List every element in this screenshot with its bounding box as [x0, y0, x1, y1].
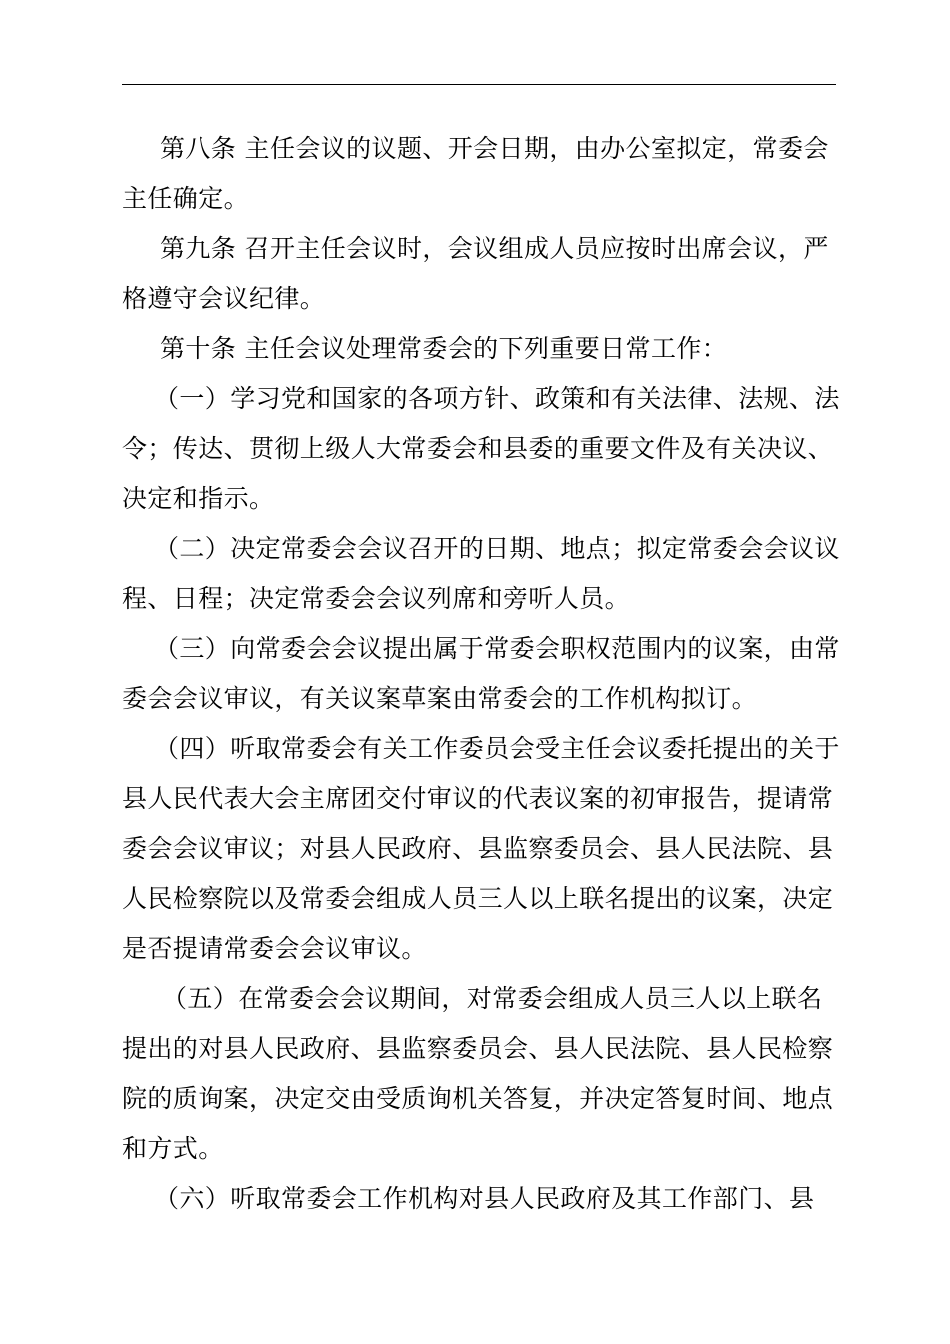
paragraph-item-1: （一）学习党和国家的各项方针、政策和有关法律、法规、法令；传达、贯彻上级人大常委会和县委的重要文件及有关决议、决定和指示。: [122, 384, 840, 513]
document-body: [122, 124, 840, 1224]
paragraph-item-5: （五）在常委会会议期间，对常委会组成人员三人以上联名提出的对县人民政府、县监察委员会、县人民法院、县人民检察院的质询案，决定交由受质询机关答复，并决定答复时间、地点和方式。: [122, 984, 834, 1163]
paragraph-article-10: 第十条 主任会议处理常委会的下列重要日常工作：: [160, 334, 728, 363]
paragraph-item-2: （二）决定常委会会议召开的日期、地点；拟定常委会会议议程、日程；决定常委会会议列席和旁听人员。: [122, 534, 840, 613]
paragraph-item-6: （六）听取常委会工作机构对县人民政府及其工作部门、县: [154, 1184, 815, 1213]
paragraph-item-3: （三）向常委会会议提出属于常委会职权范围内的议案，由常委会会议审议，有关议案草案由常委会的工作机构拟订。: [122, 634, 840, 713]
paragraph-item-4: （四）听取常委会有关工作委员会受主任会议委托提出的关于县人民代表大会主席团交付审议的代表议案的初审报告，提请常委会会议审议；对县人民政府、县监察委员会、县人民法院、县人民检察院以及常委会组成人员三人以上联名提出的议案，决定是否提请常委会会议审议。: [122, 734, 840, 963]
header-rule: [122, 84, 836, 85]
paragraph-article-8: 第八条 主任会议的议题、开会日期，由办公室拟定，常委会主任确定。: [122, 134, 829, 213]
paragraph-article-9: 第九条 召开主任会议时，会议组成人员应按时出席会议，严格遵守会议纪律。: [122, 234, 829, 313]
